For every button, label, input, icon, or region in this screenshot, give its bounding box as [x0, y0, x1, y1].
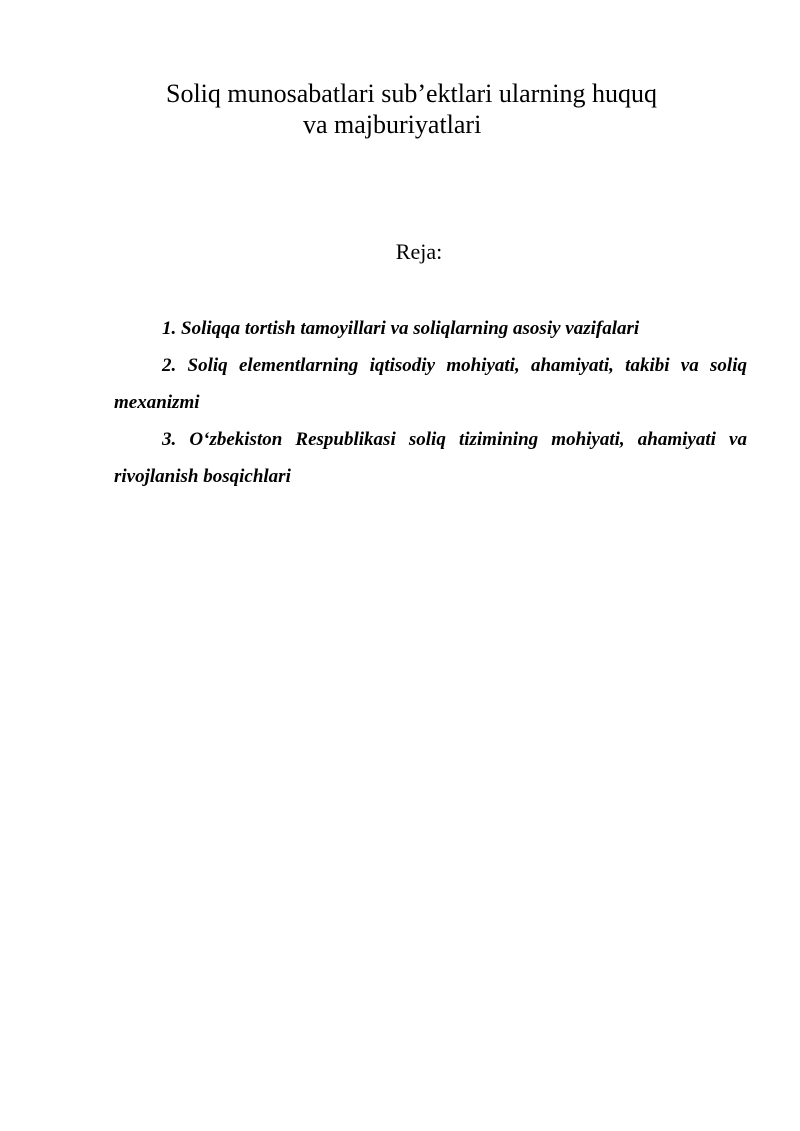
- title-line-1: Soliq munosabatlari sub’ektlari ularning huquq: [166, 79, 658, 108]
- plan-item-1: 1. Soliqqa tortish tamoyillari va soliqlarning asosiy vazifalari: [162, 318, 640, 339]
- plan-item-3: 3. O‘zbekiston Respublikasi soliq tizimining mohiyati, ahamiyati va rivojlanish bosqichlari: [114, 429, 747, 487]
- plan-item-2: 2. Soliq elementlarning iqtisodiy mohiyati, ahamiyati, takibi va soliq mexanizmi: [114, 355, 747, 413]
- plan-list: [114, 310, 747, 495]
- plan-heading: Reja:: [395, 239, 443, 264]
- title-line-2: va majburiyatlari: [303, 110, 482, 139]
